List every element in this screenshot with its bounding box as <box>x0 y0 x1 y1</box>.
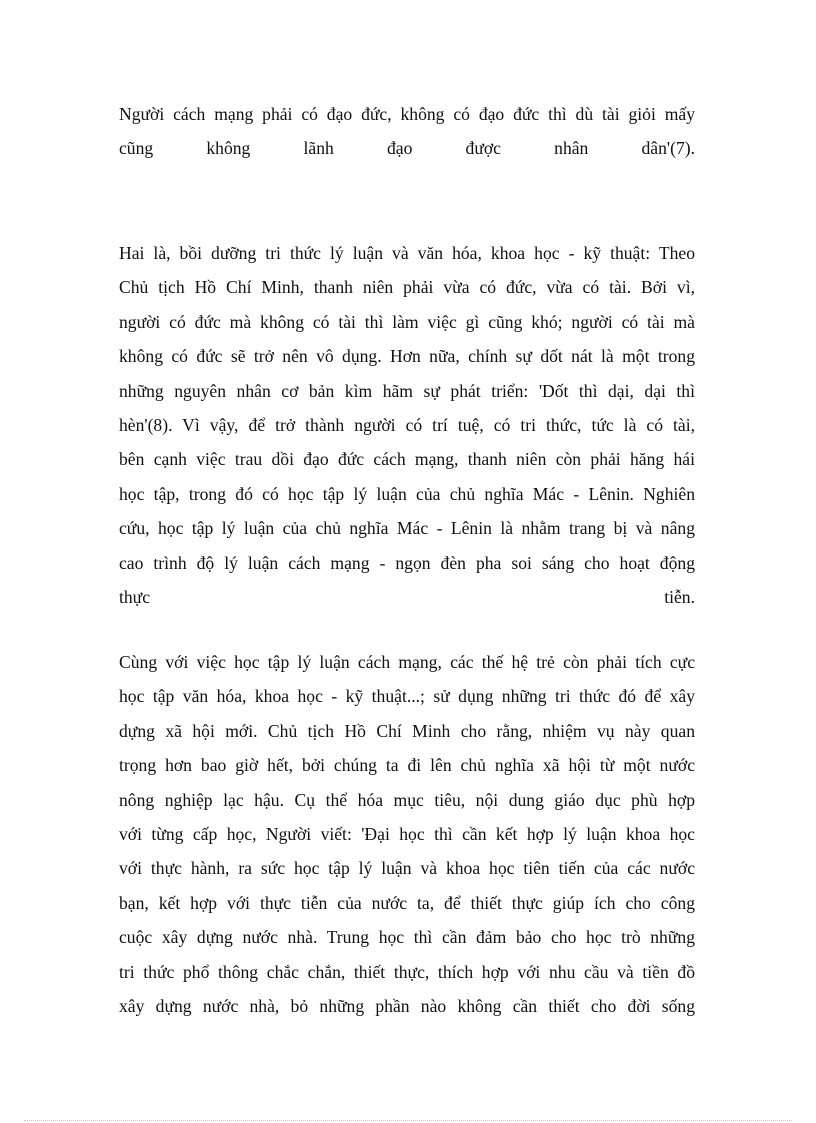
text-line: cuộc xây dựng nước nhà. Trung học thì cần đảm bảo cho học trò những <box>119 927 695 948</box>
paragraph-3 <box>119 645 695 1023</box>
text-line: với từng cấp học, Người viết: 'Đại học thì cần kết hợp lý luận khoa học <box>119 823 695 844</box>
text-line: những nguyên nhân cơ bản kìm hãm sự phát triển: 'Dốt thì dại, dại thì <box>119 380 695 401</box>
text-line: Hai là, bồi dưỡng tri thức lý luận và văn hóa, khoa học - kỹ thuật: Theo <box>119 243 695 263</box>
text-line: hèn'(8). Vì vậy, để trở thành người có trí tuệ, có tri thức, tức là có tài, <box>119 414 695 435</box>
text-line: xây dựng nước nhà, bỏ những phần nào không cần thiết cho đời sống <box>119 995 695 1016</box>
text-line: cứu, học tập lý luận của chủ nghĩa Mác - Lênin là nhằm trang bị và nâng <box>119 518 695 539</box>
text-line: Cùng với việc học tập lý luận cách mạng, các thế hệ trẻ còn phải tích cực <box>119 652 695 672</box>
text-line: trọng hơn bao giờ hết, bởi chúng ta đi lên chủ nghĩa xã hội từ một nước <box>119 755 695 776</box>
text-line: bên cạnh việc trau dồi đạo đức cách mạng, thanh niên còn phải hăng hái <box>119 449 695 470</box>
text-line: nông nghiệp lạc hậu. Cụ thể hóa mục tiêu, nội dung giáo dục phù hợp <box>119 789 695 810</box>
text-line: người có đức mà không có tài thì làm việc gì cũng khó; người có tài mà <box>119 311 695 332</box>
text-line: Chủ tịch Hồ Chí Minh, thanh niên phải vừa có đức, vừa có tài. Bởi vì, <box>119 277 695 298</box>
text-line: cao trình độ lý luận cách mạng - ngọn đèn pha soi sáng cho hoạt động <box>119 552 695 573</box>
text-line: bạn, kết hợp với thực tiễn của nước ta, để thiết thực giúp ích cho công <box>119 892 695 913</box>
text-line: dựng xã hội mới. Chủ tịch Hồ Chí Minh cho rằng, nhiệm vụ này quan <box>119 720 695 741</box>
text-line: thực tiễn. <box>119 586 695 607</box>
page-bottom-border <box>24 1120 792 1121</box>
text-line: học tập, trong đó có học tập lý luận của chủ nghĩa Mác - Lênin. Nghiên <box>119 483 695 504</box>
text-line: cũng không lãnh đạo được nhân dân'(7). <box>119 138 695 159</box>
text-line: tri thức phổ thông chắc chắn, thiết thực, thích hợp với nhu cầu và tiền đồ <box>119 961 695 982</box>
text-line: không có đức sẽ trở nên vô dụng. Hơn nữa, chính sự dốt nát là một trong <box>119 346 695 367</box>
text-line: Người cách mạng phải có đạo đức, không có đạo đức thì dù tài giỏi mấy <box>119 104 695 124</box>
paragraph-1 <box>119 97 695 166</box>
text-line: học tập văn hóa, khoa học - kỹ thuật...; sử dụng những tri thức đó để xây <box>119 686 695 707</box>
paragraph-2 <box>119 236 695 614</box>
text-line: với thực hành, ra sức học tập lý luận và khoa học tiên tiến của các nước <box>119 858 695 879</box>
